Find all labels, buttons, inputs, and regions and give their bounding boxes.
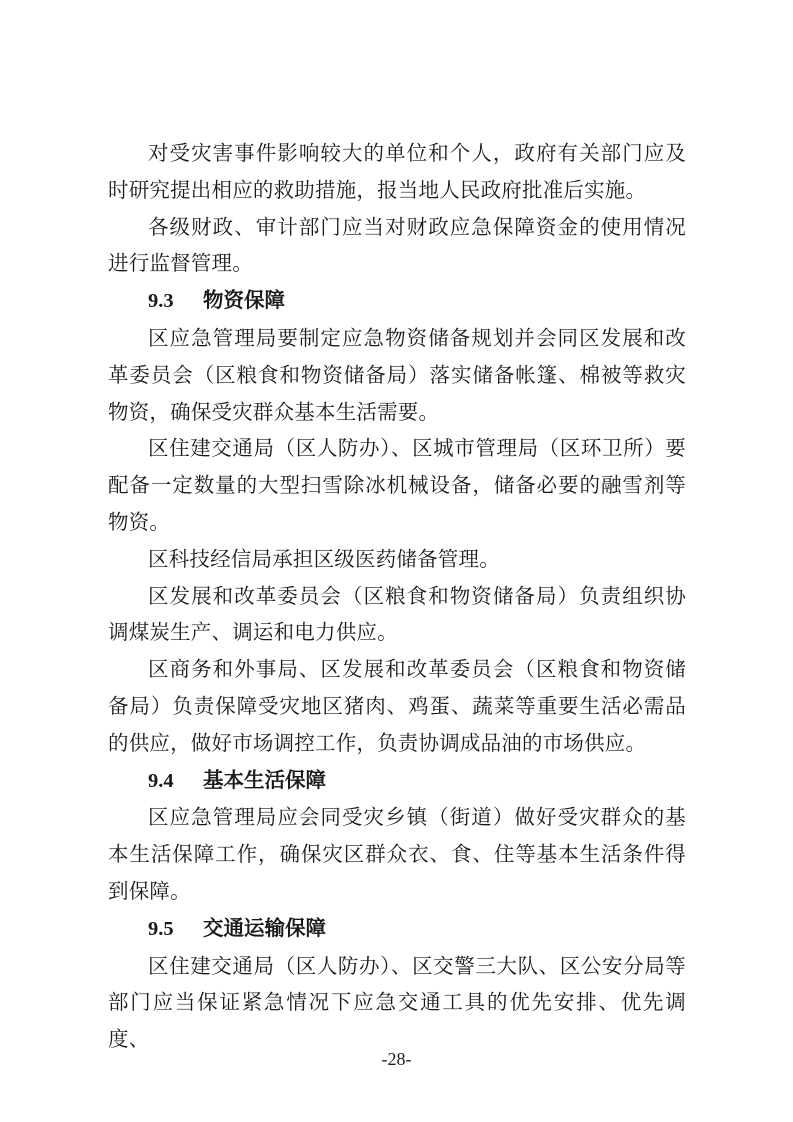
document-body [108,135,686,1058]
section-number: 9.5 [148,917,174,940]
paragraph: 对受灾害事件影响较大的单位和个人，政府有关部门应及时研究提出相应的救助措施，报当地人民政府批准后实施。 [108,141,686,202]
section-title: 基本生活保障 [203,767,326,792]
paragraph: 区住建交通局（区人防办）、区交警三大队、区公安分局等部门应当保证紧急情况下应急交通工具的优先安排、优先调度、 [108,953,686,1052]
section-heading [108,910,686,948]
page-number: -28- [381,1049,412,1069]
paragraph: 各级财政、审计部门应当对财政应急保障资金的使用情况进行监督管理。 [108,214,686,276]
section-heading [108,762,686,800]
paragraph: 区商务和外事局、区发展和改革委员会（区粮食和物资储备局）负责保障受灾地区猪肉、鸡蛋、蔬菜等重要生活必需品的供应，做好市场调控工作，负责协调成品油的市场供应。 [108,657,686,755]
paragraph: 区应急管理局应会同受灾乡镇（街道）做好受灾群众的基本生活保障工作，确保灾区群众衣、食、住等基本生活条件得到保障。 [108,805,686,903]
section-number: 9.4 [148,769,174,792]
section-heading [108,282,686,320]
section-title: 交通运输保障 [203,915,326,940]
section-number: 9.3 [148,290,174,313]
paragraph: 区应急管理局要制定应急物资储备规划并会同区发展和改革委员会（区粮食和物资储备局）落实储备帐篷、棉被等救灾物资，确保受灾群众基本生活需要。 [108,325,686,424]
paragraph: 区发展和改革委员会（区粮食和物资储备局）负责组织协调煤炭生产、调运和电力供应。 [108,583,686,645]
paragraph: 区住建交通局（区人防办）、区城市管理局（区环卫所）要配备一定数量的大型扫雪除冰机械设备，储备必要的融雪剂等物资。 [108,436,686,534]
paragraph: 区科技经信局承担区级医药储备管理。 [148,546,500,571]
section-title: 物资保障 [203,288,285,313]
